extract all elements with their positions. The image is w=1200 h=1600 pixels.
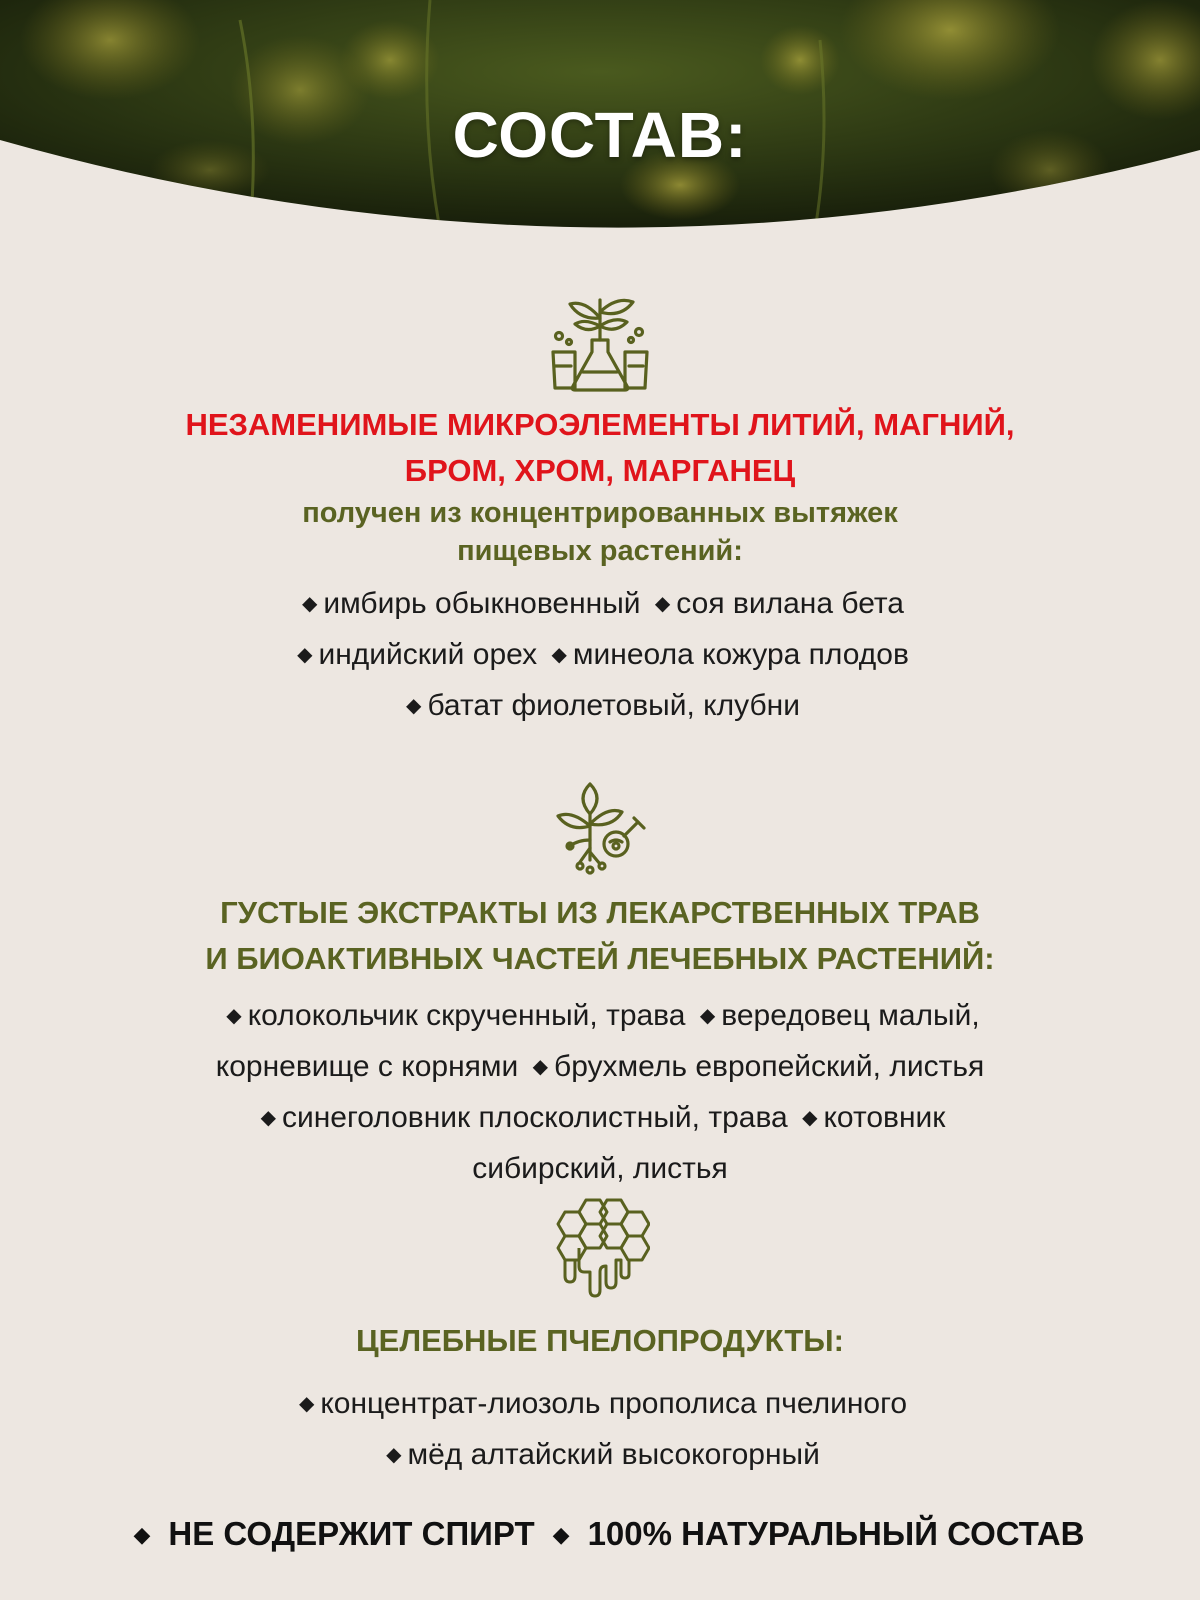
section-microelements [0,290,1200,733]
diamond-bullet-icon: ◆ [301,593,318,615]
list-line [0,1431,1200,1482]
diamond-bullet-icon: ◆ [297,644,313,666]
footer-claim-no-alcohol: НЕ СОДЕРЖИТ СПИРТ [168,1515,535,1552]
list-line [0,682,1200,733]
section1-heading-line2: БРОМ, ХРОМ, МАРГАНЕЦ [404,453,796,488]
list-item: концентрат-лиозоль прополиса пчелиного [320,1387,908,1420]
list-item: котовник [823,1101,946,1134]
footer-claims [0,1515,1200,1553]
diamond-bullet-icon: ◆ [226,1005,242,1027]
section2-items [0,992,1200,1193]
section1-items [0,580,1200,733]
diamond-bullet-icon: ◆ [552,1522,570,1547]
list-item: соя вилана бета [676,587,904,620]
list-item: колокольчик скрученный, трава [247,999,686,1032]
section-herbal-extracts [0,780,1200,1193]
section1-subheading-line1: получен из концентрированных вытяжек [302,497,898,529]
diamond-bullet-icon: ◆ [406,695,422,717]
list-line [0,992,1200,1043]
plant-flask-icon [545,290,655,396]
section3-heading: ЦЕЛЕБНЫЕ ПЧЕЛОПРОДУКТЫ: [356,1323,844,1358]
section-bee-products [0,1196,1200,1482]
section2-heading-line1: ГУСТЫЕ ЭКСТРАКТЫ ИЗ ЛЕКАРСТВЕННЫХ ТРАВ [220,895,980,930]
list-item: мёд алтайский высокогорный [407,1438,820,1471]
diamond-bullet-icon: ◆ [532,1056,549,1078]
list-item: корневище с корнями [215,1050,519,1083]
section1-heading-line1: НЕЗАМЕНИМЫЕ МИКРОЭЛЕМЕНТЫ ЛИТИЙ, МАГНИЙ, [185,407,1015,442]
section1-subheading-line2: пищевых растений: [457,535,743,567]
diamond-bullet-icon: ◆ [802,1107,818,1129]
hero-banner [0,0,1200,240]
list-item: синеголовник плосколистный, трава [281,1101,788,1134]
list-item: минеола кожура плодов [572,638,909,671]
diamond-bullet-icon: ◆ [699,1005,716,1027]
list-line [0,1380,1200,1431]
list-item: имбирь обыкновенный [323,587,641,620]
diamond-bullet-icon: ◆ [133,1522,151,1547]
diamond-bullet-icon: ◆ [260,1107,276,1129]
herb-extract-icon [550,780,650,876]
list-item: сибирский, листья [472,1152,728,1185]
section3-items [0,1380,1200,1482]
list-item: батат фиолетовый, клубни [427,689,800,722]
list-item: индийский орех [318,638,538,671]
page-title: СОСТАВ: [452,99,748,171]
footer-claim-natural: 100% НАТУРАЛЬНЫЙ СОСТАВ [587,1515,1085,1552]
diamond-bullet-icon: ◆ [386,1444,402,1466]
list-line [0,1043,1200,1094]
list-line [0,1145,1200,1193]
section2-heading-line2: И БИОАКТИВНЫХ ЧАСТЕЙ ЛЕЧЕБНЫХ РАСТЕНИЙ: [205,941,995,976]
diamond-bullet-icon: ◆ [298,1393,315,1415]
diamond-bullet-icon: ◆ [551,644,567,666]
diamond-bullet-icon: ◆ [654,593,671,615]
list-item: вередовец малый, [721,999,980,1032]
list-line [0,631,1200,682]
list-line [0,580,1200,631]
list-line [0,1094,1200,1145]
honeycomb-icon [550,1196,650,1302]
list-item: брухмель европейский, листья [554,1050,985,1083]
